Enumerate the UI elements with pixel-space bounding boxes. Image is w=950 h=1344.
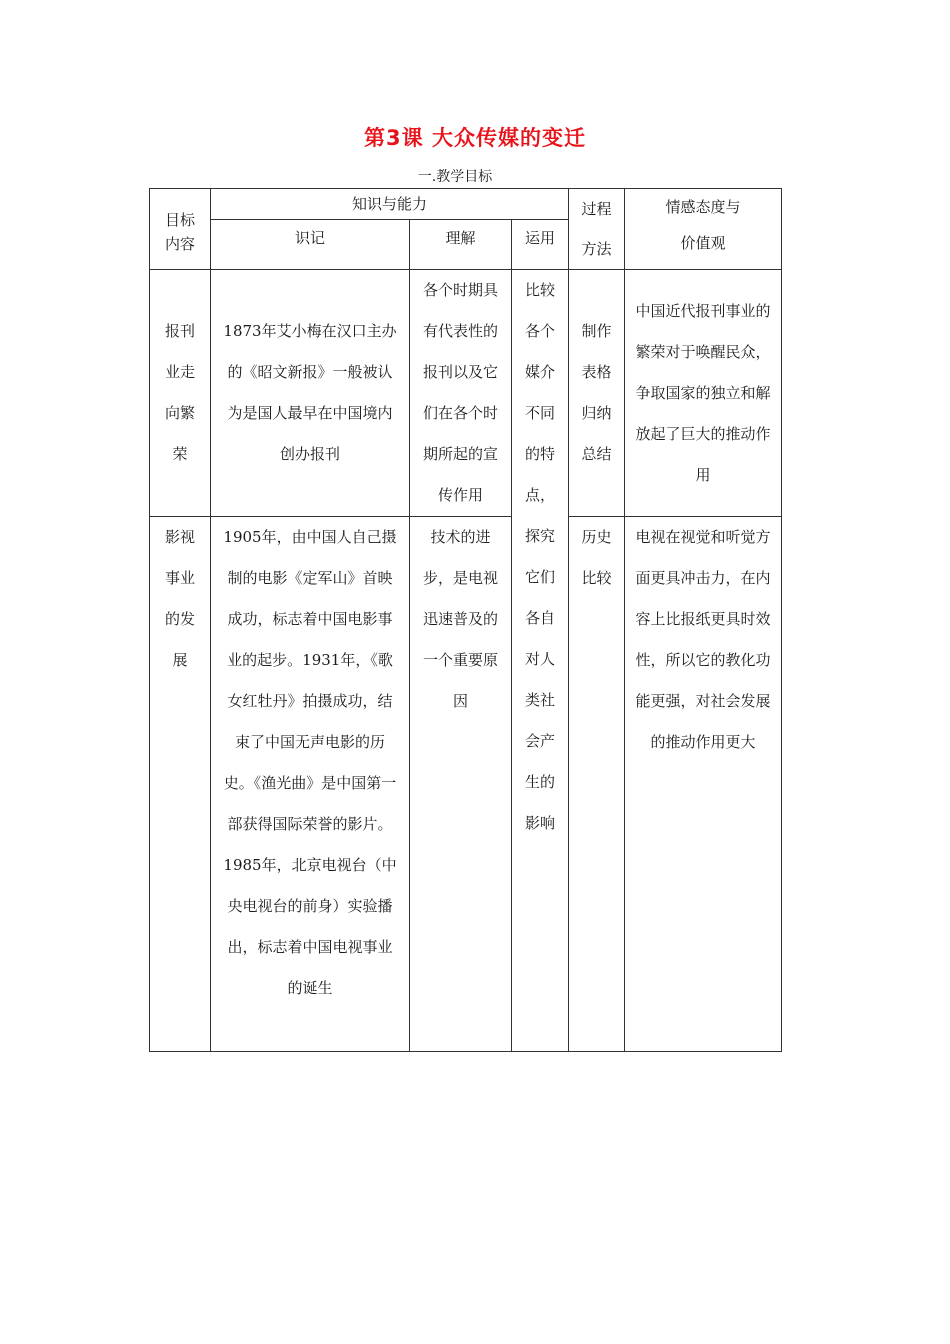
header-recognize: 识记 [211,220,410,270]
teaching-goals-table [149,188,782,1052]
header-apply: 运用 [512,220,569,270]
row2-topic: 影视事业的发展 [150,517,211,1052]
header-process-method: 过程 方法 [569,189,625,270]
page-title: 第3课 大众传媒的变迁 [364,126,586,150]
row1-emotion: 中国近代报刊事业的繁荣对于唤醒民众，争取国家的独立和解放起了巨大的推动作用 [625,270,782,517]
row1-topic: 报刊业走向繁荣 [150,270,211,517]
row1-understand: 各个时期具有代表性的报刊以及它们在各个时期所起的宣传作用 [410,270,512,517]
row2-process: 历史比较 [569,517,625,1052]
header-goal-content: 目标 内容 [150,189,211,270]
header-knowledge-ability: 知识与能力 [211,189,569,220]
row1-recognize: 1873年艾小梅在汉口主办的《昭文新报》一般被认为是国人最早在中国境内创办报刊 [211,270,410,517]
row2-emotion: 电视在视觉和听觉方面更具冲击力，在内容上比报纸更具时效性，所以它的教化功能更强，对社会发展的推动作用更大 [625,517,782,1052]
row2-understand: 技术的进步，是电视迅速普及的一个重要原因 [410,517,512,1052]
row1-process: 制作表格归纳总结 [569,270,625,517]
row2-recognize: 1905年，由中国人自己摄制的电影《定军山》首映成功，标志着中国电影事业的起步。1931年，《歌女红牡丹》拍摄成功，结束了中国无声电影的历史。《渔光曲》是中国第一部获得国际荣誉的影片。1985年，北京电视台（中央电视台的前身）实验播出，标志着中国电视事业的诞生 [211,517,410,1052]
section-heading: 一.教学目标 [417,169,493,185]
apply-text: 比较各个媒介不同的特点，探究它们各自对人类社会产生的影响 [512,270,569,1052]
header-emotion-values: 情感态度与 价值观 [625,189,782,270]
header-understand: 理解 [410,220,512,270]
